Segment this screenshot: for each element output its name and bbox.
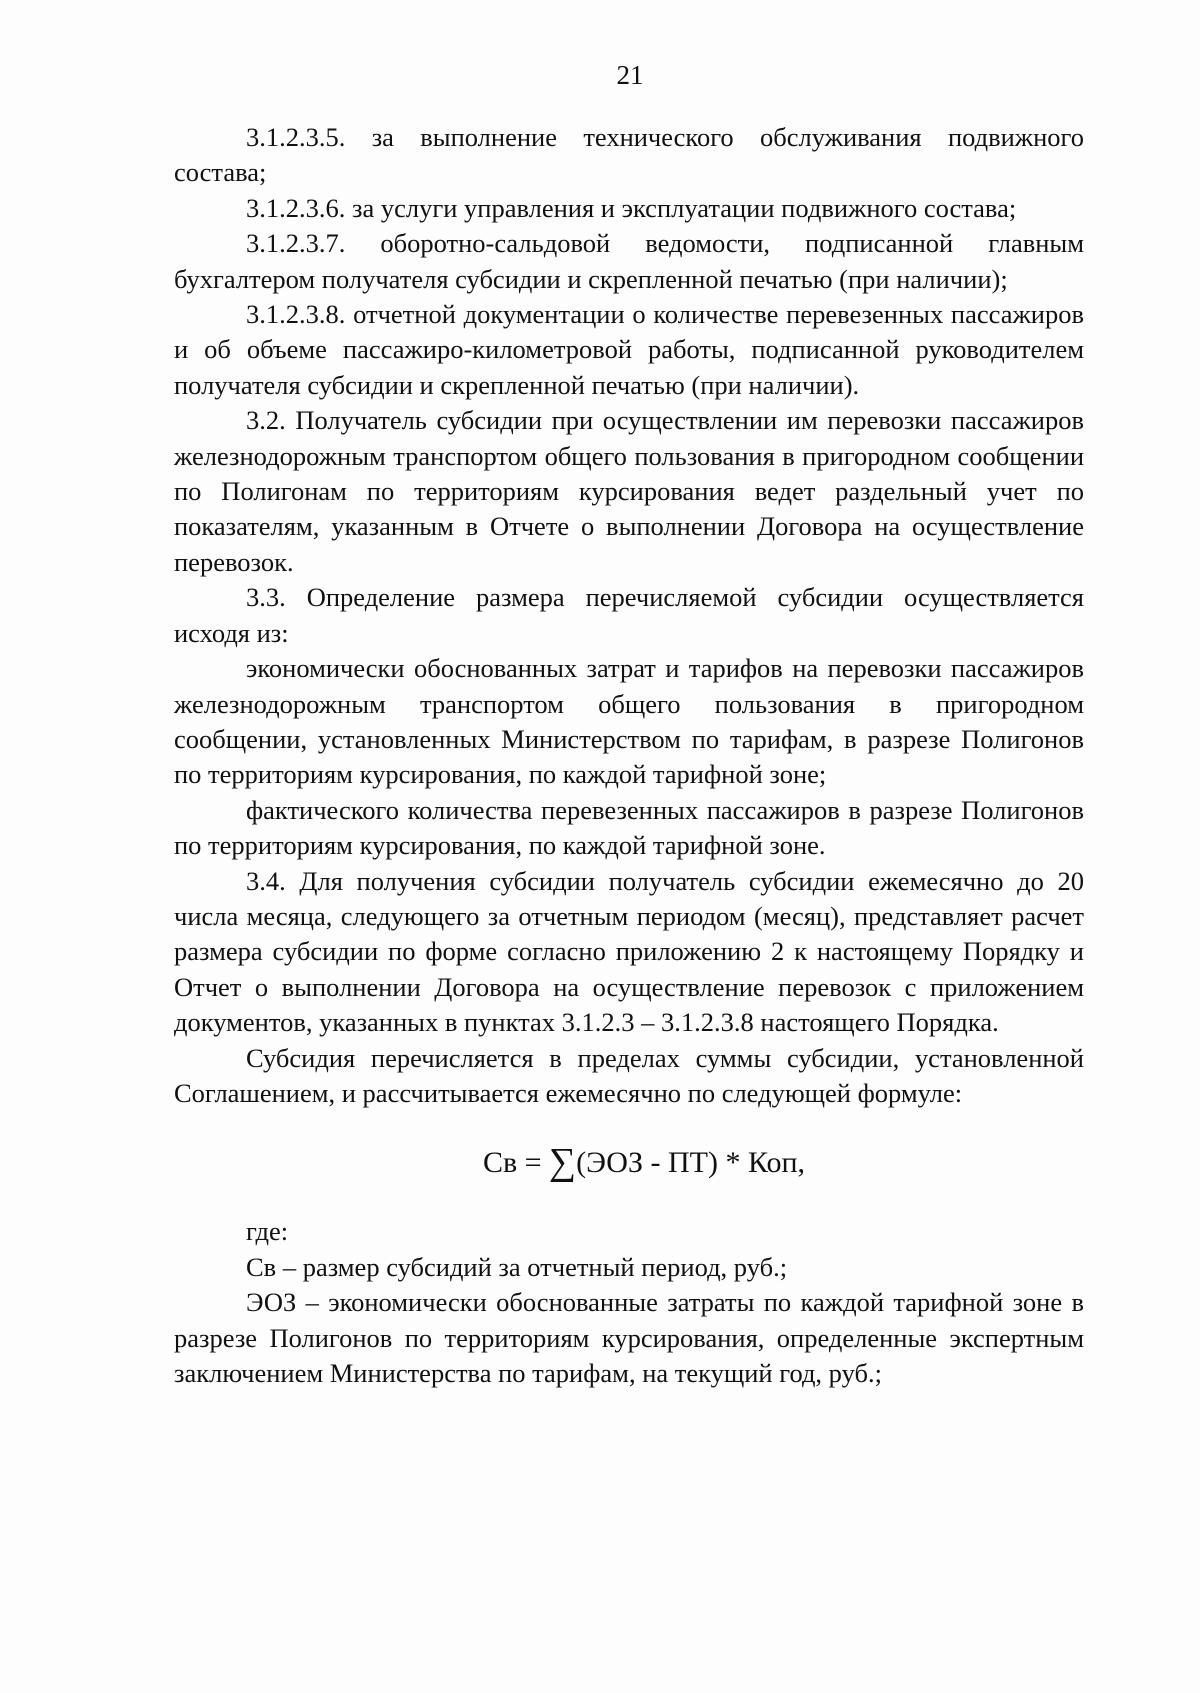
page-number: 21 bbox=[616, 60, 644, 90]
subsidy-formula bbox=[174, 1137, 1084, 1188]
paragraph-3-1-2-3-6: 3.1.2.3.6. за услуги управления и эксплуатации подвижного состава; bbox=[246, 192, 1017, 223]
definition-eoz: ЭОЗ – экономически обоснованные затраты по каждой тарифной зоне в разрезе Полигонов по территориям курсирования, определенные экспертным заключением Министерства по тарифам, на текущий год, руб.; bbox=[174, 1287, 1084, 1388]
paragraph-3-1-2-3-5: 3.1.2.3.5. за выполнение технического обслуживания подвижного состава; bbox=[174, 122, 1084, 188]
definition-sv: Св – размер субсидий за отчетный период, руб.; bbox=[246, 1251, 788, 1282]
where-label: где: bbox=[246, 1216, 289, 1247]
paragraph-economic-costs: экономически обоснованных затрат и тарифов на перевозки пассажиров железнодорожным транспортом общего пользования в пригородном сообщении, установленных Министерством по тарифам, в разрезе Полигонов по территориям курсирования, по каждой тарифной зоне; bbox=[174, 653, 1084, 790]
paragraph-3-1-2-3-8: 3.1.2.3.8. отчетной документации о количестве перевезенных пассажиров и об объеме пассажиро-километровой работы, подписанной руководителем получателя субсидии и скрепленной печатью (при наличии). bbox=[174, 299, 1084, 400]
paragraph-3-3: 3.3. Определение размера перечисляемой субсидии осуществляется исходя из: bbox=[174, 582, 1084, 648]
paragraph-subsidy-formula-intro: Субсидия перечисляется в пределах суммы субсидии, установленной Соглашением, и рассчитывается ежемесячно по следующей формуле: bbox=[174, 1042, 1084, 1108]
sum-symbol: ∑ bbox=[549, 1141, 577, 1184]
formula-rhs: (ЭОЗ - ПТ) * Коп, bbox=[576, 1146, 806, 1180]
formula-lhs: Св = bbox=[482, 1146, 542, 1180]
paragraph-3-1-2-3-7: 3.1.2.3.7. оборотно-сальдовой ведомости, подписанной главным бухгалтером получателя субсидии и скрепленной печатью (при наличии); bbox=[174, 228, 1084, 294]
paragraph-3-2: 3.2. Получатель субсидии при осуществлении им перевозки пассажиров железнодорожным транспортом общего пользования в пригородном сообщении по Полигонам по территориям курсирования ведет раздельный учет по показателям, указанным в Отчете о выполнении Договора на осуществление перевозок. bbox=[174, 405, 1084, 577]
document-body bbox=[174, 120, 1084, 1391]
paragraph-3-4: 3.4. Для получения субсидии получатель субсидии ежемесячно до 20 числа месяца, следующего за отчетным периодом (месяц), представляет расчет размера субсидии по форме согласно приложению 2 к настоящему Порядку и Отчет о выполнении Договора на осуществление перевозок с приложением документов, указанных в пунктах 3.1.2.3 – 3.1.2.3.8 настоящего Порядка. bbox=[174, 865, 1084, 1038]
paragraph-actual-passengers: фактического количества перевезенных пассажиров в разрезе Полигонов по территориям курсирования, по каждой тарифной зоне. bbox=[174, 794, 1084, 861]
